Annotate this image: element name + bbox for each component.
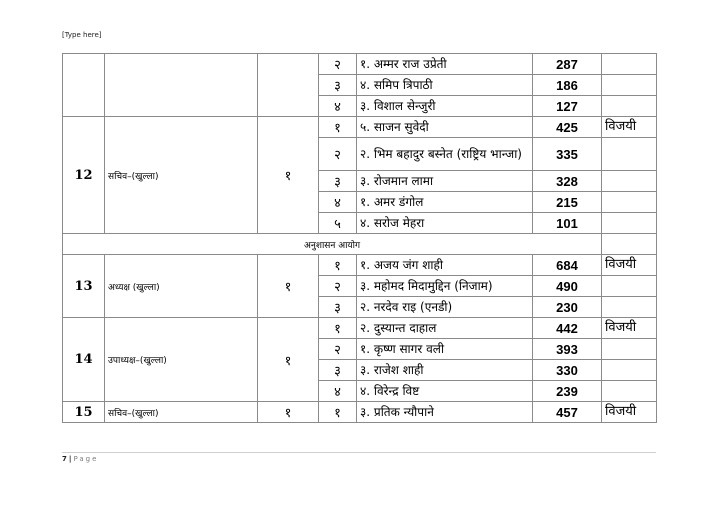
- footer-separator: |: [68, 455, 72, 463]
- votes-cell: 335: [533, 138, 602, 171]
- candidate-cell: २. दुस्यान्त दाहाल: [357, 318, 533, 339]
- votes-cell: 684: [533, 255, 602, 276]
- votes-cell: 239: [533, 381, 602, 402]
- votes-cell: 101: [533, 213, 602, 234]
- serial-cell: 13: [63, 255, 105, 318]
- votes-cell: 490: [533, 276, 602, 297]
- table-row: [63, 54, 657, 75]
- rank-cell: ५: [319, 213, 357, 234]
- rank-cell: २: [319, 54, 357, 75]
- seats-cell: १: [258, 318, 319, 402]
- page-footer: [62, 455, 98, 463]
- rank-cell: ३: [319, 171, 357, 192]
- status-cell: [602, 213, 657, 234]
- votes-cell: 393: [533, 339, 602, 360]
- post-cell: सचिव–(खुल्ला): [105, 402, 258, 423]
- table-row: [63, 318, 657, 339]
- table-row: [63, 117, 657, 138]
- votes-cell: 186: [533, 75, 602, 96]
- section-heading: अनुशासन आयोग: [63, 234, 602, 255]
- votes-cell: 215: [533, 192, 602, 213]
- post-cell: सचिव–(खुल्ला): [105, 117, 258, 234]
- status-cell: [602, 360, 657, 381]
- winner-status-cell: विजयी: [602, 255, 657, 276]
- seats-cell: १: [258, 402, 319, 423]
- rank-cell: ३: [319, 297, 357, 318]
- rank-cell: १: [319, 402, 357, 423]
- serial-cell: 14: [63, 318, 105, 402]
- candidate-cell: ५. साजन सुवेदी: [357, 117, 533, 138]
- election-results-table: [62, 53, 657, 423]
- page-header: [Type here]: [62, 31, 102, 39]
- rank-cell: ३: [319, 75, 357, 96]
- candidate-cell: ३. प्रतिक न्यौपाने: [357, 402, 533, 423]
- candidate-cell: १. अम्मर राज उप्रेती: [357, 54, 533, 75]
- rank-cell: २: [319, 138, 357, 171]
- footer-divider: [62, 452, 656, 453]
- candidate-cell: २. नरदेव राइ (एनडी): [357, 297, 533, 318]
- votes-cell: 330: [533, 360, 602, 381]
- status-cell: [602, 171, 657, 192]
- post-cell: उपाध्यक्ष–(खुल्ला): [105, 318, 258, 402]
- status-cell: [602, 138, 657, 171]
- votes-cell: 442: [533, 318, 602, 339]
- section-heading-row: [63, 234, 657, 255]
- page-number: 7: [62, 455, 67, 463]
- rank-cell: १: [319, 318, 357, 339]
- status-cell: [602, 75, 657, 96]
- candidate-cell: ४. सरोज मेहरा: [357, 213, 533, 234]
- serial-cell: [63, 54, 105, 117]
- candidate-cell: १. कृष्ण सागर वली: [357, 339, 533, 360]
- rank-cell: १: [319, 255, 357, 276]
- table-row: [63, 402, 657, 423]
- status-cell: [602, 276, 657, 297]
- votes-cell: 230: [533, 297, 602, 318]
- candidate-cell: ३. महोमद मिदामुद्दिन (निजाम): [357, 276, 533, 297]
- seats-cell: १: [258, 117, 319, 234]
- rank-cell: २: [319, 276, 357, 297]
- votes-cell: 127: [533, 96, 602, 117]
- rank-cell: ४: [319, 381, 357, 402]
- votes-cell: 457: [533, 402, 602, 423]
- rank-cell: २: [319, 339, 357, 360]
- status-cell: [602, 54, 657, 75]
- seats-cell: १: [258, 255, 319, 318]
- candidate-cell: ३. विशाल सेन्जुरी: [357, 96, 533, 117]
- status-cell: [602, 381, 657, 402]
- empty-cell: [602, 234, 657, 255]
- winner-status-cell: विजयी: [602, 402, 657, 423]
- winner-status-cell: विजयी: [602, 117, 657, 138]
- candidate-cell: ३. राजेश शाही: [357, 360, 533, 381]
- rank-cell: ४: [319, 192, 357, 213]
- candidate-cell: १. अजय जंग शाही: [357, 255, 533, 276]
- status-cell: [602, 297, 657, 318]
- candidate-cell: ४. विरेन्द्र विष्ट: [357, 381, 533, 402]
- post-cell: [105, 54, 258, 117]
- status-cell: [602, 339, 657, 360]
- rank-cell: ४: [319, 96, 357, 117]
- post-cell: अध्यक्ष (खुल्ला): [105, 255, 258, 318]
- candidate-cell: २. भिम बहादुर बस्नेत (राष्ट्रिय भान्जा): [357, 138, 533, 171]
- votes-cell: 425: [533, 117, 602, 138]
- serial-cell: 15: [63, 402, 105, 423]
- page-word: Page: [73, 455, 99, 463]
- table-row: [63, 255, 657, 276]
- status-cell: [602, 192, 657, 213]
- candidate-cell: ४. समिप त्रिपाठी: [357, 75, 533, 96]
- votes-cell: 287: [533, 54, 602, 75]
- rank-cell: १: [319, 117, 357, 138]
- candidate-cell: १. अमर डंगोल: [357, 192, 533, 213]
- status-cell: [602, 96, 657, 117]
- candidate-cell: ३. रोजमान लामा: [357, 171, 533, 192]
- rank-cell: ३: [319, 360, 357, 381]
- winner-status-cell: विजयी: [602, 318, 657, 339]
- votes-cell: 328: [533, 171, 602, 192]
- serial-cell: 12: [63, 117, 105, 234]
- seats-cell: [258, 54, 319, 117]
